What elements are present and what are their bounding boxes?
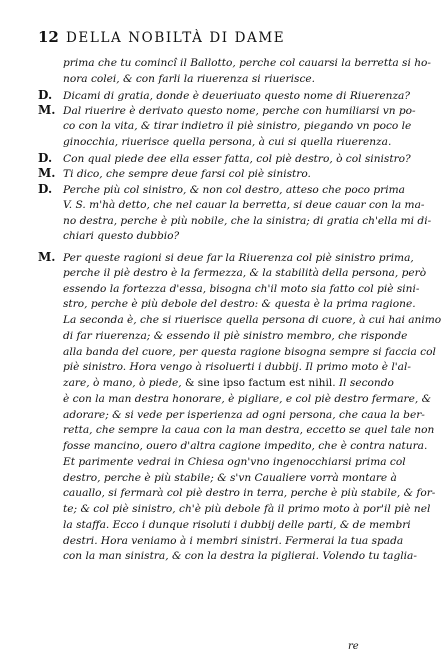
page-number: 12 [38, 28, 59, 46]
speaker-label: D. [38, 150, 53, 165]
text-line: zare, ò mano, ò piede, & sine ipso factum est nihil. Il secondo [63, 377, 394, 389]
speaker-label: M. [38, 250, 56, 264]
speaker-label: M. [38, 166, 56, 181]
text-line: la staffa. Ecco i dunque risoluti i dubbij delle parti, & de membri [63, 518, 411, 531]
text-line: piè sinistro. Hora vengo à risoluerti i dubbij. Il primo moto è l'al- [63, 361, 411, 374]
text-line: Et parimente vedrai in Chiesa ogn'vno ingenocchiarsi prima col [63, 455, 406, 468]
latin-quotation: & sine ipso factum est nihil. [184, 377, 336, 389]
speaker-label: D. [38, 87, 53, 102]
text-line: alla banda del cuore, per questa ragione bisogna sempre si faccia col [63, 345, 436, 358]
text-line: destro, perche è più stabile; & s'vn Caualiere vorrà montare à [63, 471, 397, 484]
dialogue-line: D. Con qual piede dee ella esser fatta, col piè destro, ò col sinistro? [38, 150, 411, 165]
speaker-label: M. [38, 103, 56, 118]
text-line: stro, perche è più debole del destro: & questa è la prima ragione. [63, 298, 416, 311]
text-line: è con la man destra honorare, è pigliare, e col piè destro fermare, & [63, 392, 432, 405]
text-line: retta, che sempre la caua con la man destra, eccetto se quel tale non [63, 424, 435, 437]
text-line: prima che tu comincî il Ballotto, perche col cauarsi la berretta si ho- [63, 57, 431, 69]
page-body [38, 56, 441, 565]
dialogue-line: M. Ti dico, che sempre deue farsi col piè sinistro. [38, 166, 311, 181]
text-line: chiari questo dubbio? [63, 230, 180, 243]
dialogue-line: D. Dicami di gratia, donde è deueriuato questo nome di Riuerenza? [38, 87, 411, 102]
text-line: fosse mancino, ouero d'altra cagione impedito, che è contra natura. [63, 440, 428, 452]
text-line: adorare; & si vede per isperienza ad ogni persona, che caua la ber- [63, 408, 425, 421]
text-line: destri. Hora veniamo à i membri sinistri. Fermerai la tua spada [63, 534, 404, 547]
text-line: ginocchia, riuerisce quella persona, à cui si quella riuerenza. [63, 135, 392, 148]
text-line: di far riuerenza; & essendo il piè sinistro membro, che risponde [63, 329, 408, 342]
dialogue-line: D. Perche più col sinistro, & non col destro, atteso che poco prima [38, 182, 405, 196]
text-line: con la man sinistra, & con la destra la piglierai. Volendo tu taglia- [63, 550, 417, 563]
text-line: cauallo, si fermarà col piè destro in terra, perche è più stabile, & for- [63, 487, 436, 500]
text-line: La seconda è, che si riuerisce quella persona di cuore, à cui hai animo [63, 314, 441, 326]
page-header [38, 28, 398, 50]
text-line: co con la vita, & tirar indietro il piè sinistro, piegando vn poco le [63, 120, 412, 132]
dialogue-line: M. Dal riuerire è derivato questo nome, perche con humiliarsi vn po- [38, 103, 416, 118]
speaker-label: D. [38, 182, 53, 196]
text-line: perche il piè destro è la fermezza, & la stabilità della persona, però [63, 266, 427, 279]
dialogue-line: M. Per queste ragioni si deue far la Riuerenza col piè sinistro prima, [38, 250, 414, 264]
running-title: DELLA NOBILTÀ DI DAME [66, 30, 286, 46]
text-line: no destra, perche è più nobile, che la sinistra; di gratia ch'ella mi di- [63, 214, 432, 227]
text-line: nora colei, & con farli la riuerenza si riuerisce. [63, 72, 316, 85]
catchword: re [348, 641, 359, 652]
text-line: te; & col piè sinistro, ch'è più debole fà il primo moto à por'il piè nel [63, 503, 431, 515]
text-line: V. S. m'hà detto, che nel cauar la berretta, si deue cauar con la ma- [63, 198, 425, 211]
text-line: essendo la fortezza d'essa, bisogna ch'il moto sia fatto col piè sini- [63, 282, 420, 295]
